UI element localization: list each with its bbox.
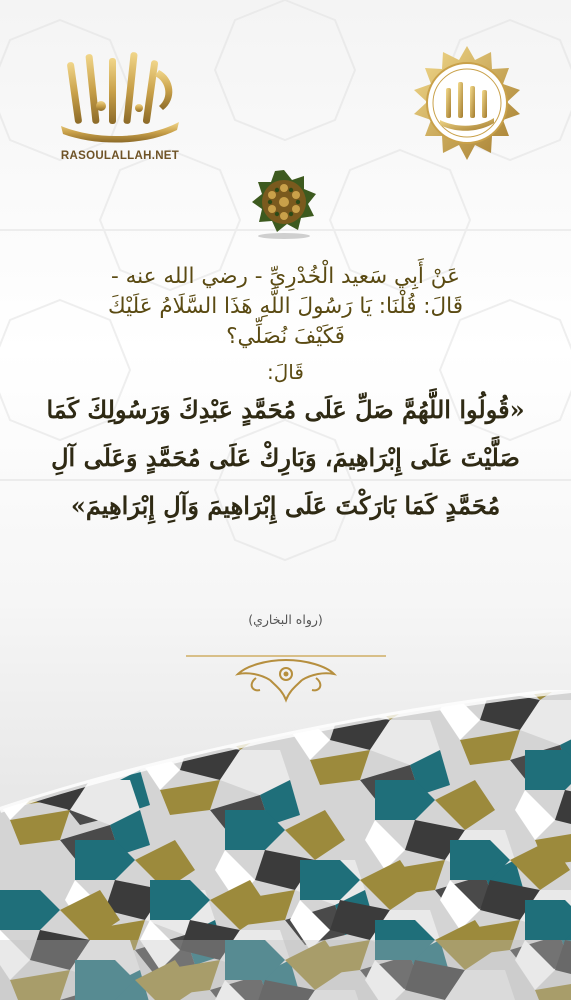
brand-url: RASOULALLAH.NET <box>60 150 180 162</box>
calligraphy-seal-icon <box>408 44 526 162</box>
hadith-line-1: «قُولُوا اللَّهُمَّ صَلِّ عَلَى مُحَمَّدٍ عَبْدِكَ وَرَسُولِكَ كَمَا <box>46 395 525 424</box>
geometric-mosaic-band <box>0 690 571 1000</box>
hadith-text-block <box>20 262 551 530</box>
calligraphy-logo-icon <box>55 48 185 143</box>
rosette-ornament-icon <box>244 168 324 240</box>
brand-logo <box>50 48 190 162</box>
narrator-line-2: قَالَ: قُلْنَا: يَا رَسُولَ اللَّهِ هَذَا السَّلَامُ عَلَيْكَ <box>107 294 464 319</box>
hadith-line-3: مُحَمَّدٍ كَمَا بَارَكْتَ عَلَى إِبْرَاهِيمَ وَآلِ إِبْرَاهِيمَ» <box>70 491 501 520</box>
source-citation: (رواه البخاري) <box>248 612 323 627</box>
narrator-line-1: عَنْ أَبِي سَعيد الْخُدْرِيِّ - رضي الله عنه - <box>111 264 460 289</box>
qala-label: قَالَ: <box>267 360 304 384</box>
hadith-line-2: صَلَّيْتَ عَلَى إِبْرَاهِيمَ، وَبَارِكْ عَلَى مُحَمَّدٍ وَعَلَى آلِ <box>51 443 520 472</box>
narrator-line-3: فَكَيْفَ نُصَلِّي؟ <box>226 324 345 349</box>
